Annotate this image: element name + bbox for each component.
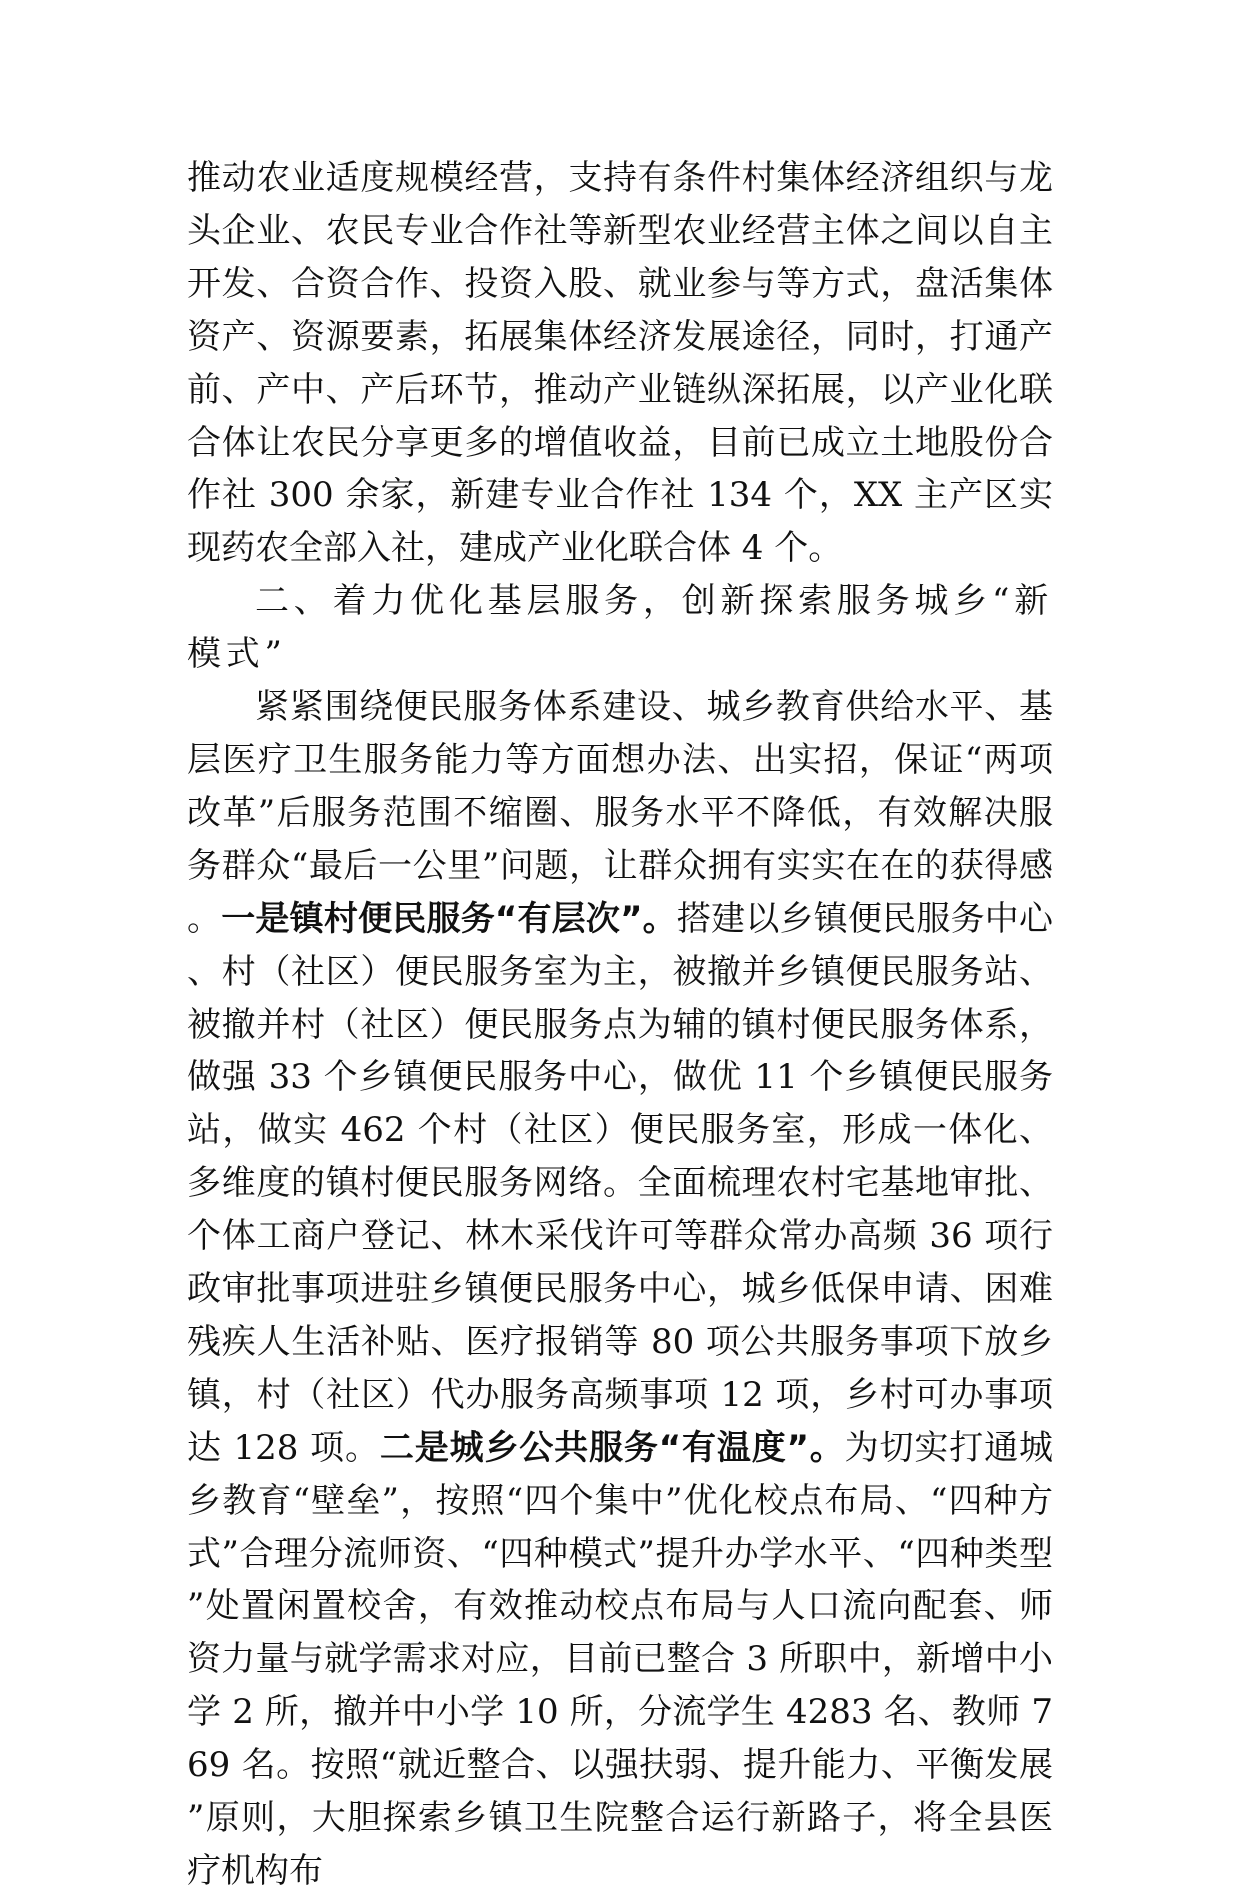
point-two-title: 二是城乡公共服务“有温度”。 — [379, 1427, 845, 1468]
intro-text: 紧紧围绕便民服务体系建设、城乡教育供给水平、基层医疗卫生服务能力等方面想办法、出实招，保证“两项改革”后服务范围不缩圈、服务水平不降低，有效解决服务群众“最后一公里”问题，让群众拥有实实在在的获得感。 — [187, 687, 1053, 939]
section-heading: 二、着力优化基层服务，创新探索服务城乡“新模式” — [187, 581, 1053, 675]
document-body — [187, 152, 1053, 1898]
body-paragraph — [187, 681, 1053, 1898]
continued-paragraph: 推动农业适度规模经营，支持有条件村集体经济组织与龙头企业、农民专业合作社等新型农业经营主体之间以自主开发、合资合作、投资入股、就业参与等方式，盘活集体资产、资源要素，拓展集体经济发展途径，同时，打通产前、产中、产后环节，推动产业链纵深拓展，以产业化联合体让农民分享更多的增值收益，目前已成立土地股份合作社 300 余家，新建专业合作社 134 个，XX 主产区实现药农全部入社，建成产业化联合体 4 个。 — [187, 158, 1053, 569]
point-one-title: 一是镇村便民服务“有层次”。 — [221, 898, 677, 939]
point-one-text: 搭建以乡镇便民服务中心、村（社区）便民服务室为主，被撤并乡镇便民服务站、被撤并村（社区）便民服务点为辅的镇村便民服务体系，做强 33 个乡镇便民服务中心，做优 11 个乡镇便民服务站，做实 462 个村（社区）便民服务室，形成一体化、多维度的镇村便民服务网络。全面梳理农村宅基地审批、个体工商户登记、林木采伐许可等群众常办高频 36 项行政审批事项进驻乡镇便民服务中心，城乡低保申请、困难残疾人生活补贴、医疗报销等 80 项公共服务事项下放乡镇，村（社区）代办服务高频事项 12 项，乡村可办事项达 128 项。 — [187, 898, 1054, 1468]
point-two-text: 为切实打通城乡教育“壁垒”，按照“四个集中”优化校点布局、“四种方式”合理分流师资、“四种模式”提升办学水平、“四种类型”处置闲置校舍，有效推动校点布局与人口流向配套、师资力量与就学需求对应，目前已整合 3 所职中，新增中小学 2 所，撤并中小学 10 所，分流学生 4283 名、教师 769 名。按照“就近整合、以强扶弱、提升能力、平衡发展”原则，大胆探索乡镇卫生院整合运行新路子，将全县医疗机构布 — [187, 1427, 1054, 1891]
